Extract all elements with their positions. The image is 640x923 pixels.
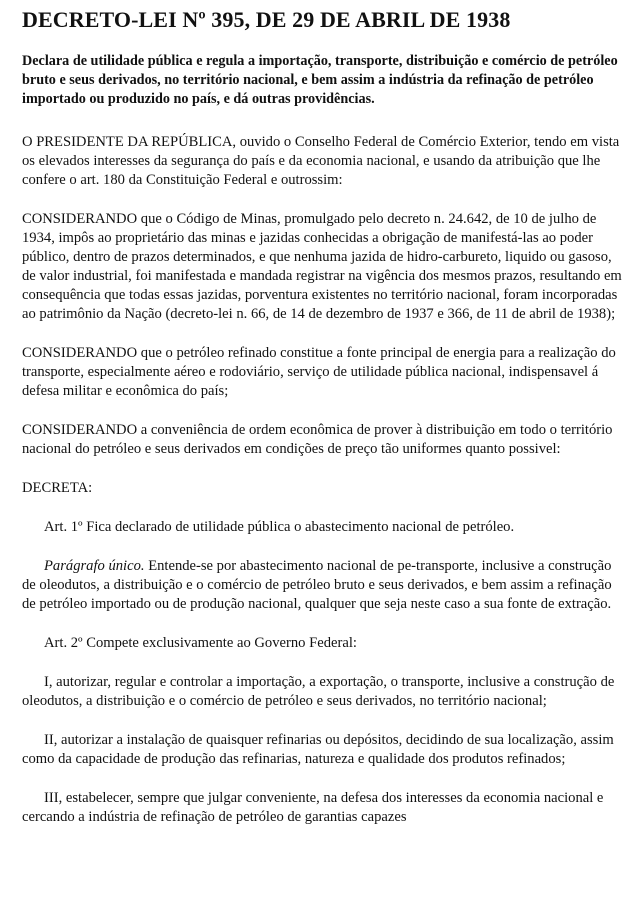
paragrafo-label: Parágrafo único. bbox=[44, 558, 145, 574]
inciso-paragraph: II, autorizar a instalação de quaisquer refinarias ou depósitos, decidindo de sua localização, assim como da capacidade de produção das refinarias, natureza e qualidade dos produtos refinados; bbox=[22, 732, 614, 767]
preamble-paragraph: O PRESIDENTE DA REPÚBLICA, ouvido o Conselho Federal de Comércio Exterior, tendo em vista os elevados interesses da segurança do país e da economia nacional, e usando da atribuição que lhe confere o art. 180 da Constituição Federal e outrossim: bbox=[22, 134, 620, 188]
paragrafo-text: Entende-se por abastecimento nacional de pe-transporte, inclusive a construção de oleodutos, a distribuição e o comércio de petróleo bruto e seus derivados, e bem assim a refinação de petróleo importado ou de produção nacional, qualquer que seja neste caso a sua fonte de extração. bbox=[22, 558, 612, 612]
considerando-paragraph: CONSIDERANDO que o petróleo refinado constitue a fonte principal de energia para a realização do transporte, especialmente aéreo e rodoviário, serviço de utilidade pública nacional, indispensavel á defesa militar e econômica do país; bbox=[22, 345, 616, 399]
document-page bbox=[22, 6, 626, 847]
inciso-paragraph: III, estabelecer, sempre que julgar conveniente, na defesa dos interesses da economia nacional e cercando a indústria de refinação de petróleo de garantias capazes bbox=[22, 790, 604, 825]
inciso-paragraph: I, autorizar, regular e controlar a importação, a exportação, o transporte, inclusive a construção de oleodutos, a distribuição e o comércio de petróleo e seus derivados, no território nacional; bbox=[22, 674, 615, 709]
decreta-heading: DECRETA: bbox=[22, 480, 93, 496]
article-1: Art. 1º Fica declarado de utilidade pública o abastecimento nacional de petróleo. bbox=[44, 519, 515, 535]
paragrafo-unico bbox=[22, 557, 626, 614]
considerando-paragraph: CONSIDERANDO que o Código de Minas, promulgado pelo decreto n. 24.642, de 10 de julho de 1934, impôs ao proprietário das minas e jazidas conhecidas a obrigação de manifestá-las ao poder público, dentro de prazos determinados, e que nenhuma jazida de hidro-carbureto, liquido ou gasoso, de valor industrial, foi manifestada e mandada registrar na vigência dos mesmos prazos, resultando em consequência que todas essas jazidas, porventura existentes no território nacional, foram incorporadas ao patrimônio da Nação (decreto-lei n. 66, de 14 de dezembro de 1937 e 366, de 11 de abril de 1938); bbox=[22, 211, 622, 322]
document-title: DECRETO-LEI Nº 395, DE 29 DE ABRIL DE 1938 bbox=[22, 7, 511, 32]
article-2: Art. 2º Compete exclusivamente ao Governo Federal: bbox=[44, 635, 357, 651]
document-summary: Declara de utilidade pública e regula a importação, transporte, distribuição e comércio de petróleo bruto e seus derivados, no território nacional, e bem assim a indústria da refinação de petróleo importado ou produzido no país, e dá outras providências. bbox=[22, 53, 618, 107]
considerando-paragraph: CONSIDERANDO a conveniência de ordem econômica de prover à distribuição em todo o território nacional do petróleo e seus derivados em condições de preço tão uniformes quanto possivel: bbox=[22, 422, 613, 457]
